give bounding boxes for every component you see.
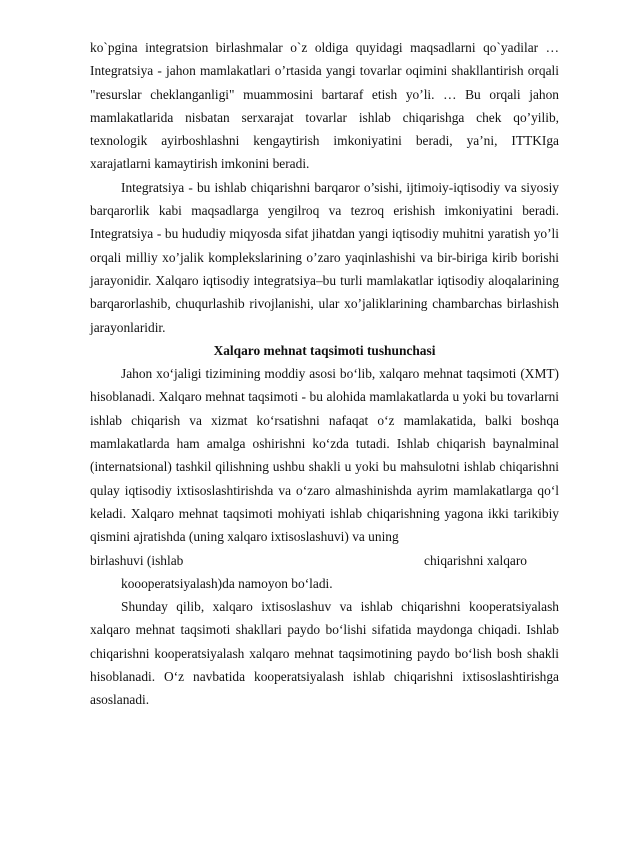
- split-line-left: birlashuvi (ishlab: [90, 552, 184, 568]
- paragraph-integration-goals: ko`pgina integratsion birlashmalar o`z oldiga quyidagi maqsadlarni qo`yadilar … Integratsiya - jahon mamlakatlari o’rtasida yangi tovarlar oqimini shakllantirish orqali "resurslar cheklanganligi" muammosini bartaraf etish yo’li. … Bu orqali jahon mamlakatlarida nisbatan serxarajat tovarlar ishlab chiqarishga chek qo’yilib, texnologik ayirboshlashni kengaytirish imkoniyatini beradi, ya’ni, ITTKIga xarajatlarni kamaytirish imkonini beradi.: [90, 40, 559, 172]
- split-line-right: chiqarishni xalqaro: [424, 552, 527, 568]
- document-page: [90, 36, 559, 712]
- section-heading: Xalqaro mehnat taqsimoti tushunchasi: [213, 342, 436, 358]
- paragraph-xmt-definition: Jahon xo‘jaligi tizimining moddiy asosi bo‘lib, xalqaro mehnat taqsimoti (XMT) hisoblanadi. Xalqaro mehnat taqsimoti - bu alohida mamlakatlarda u yoki bu tovarlarni ishlab chiqarish va xizmat ko‘rsatishni nafaqat o‘z mamlakatida, balki boshqa mamlakatlarda ham amalga oshirishni ko‘zda tutadi. Ishlab chiqarish baynalminal (internatsional) tashkil qilishning ushbu shakli u yoki bu mahsulotni ishlab chiqarishni qulay iqtisodiy ixtisoslashtirishda va o‘zaro almashinishda ayrim mamlakatlarga qo‘l keladi. Xalqaro mehnat taqsimoti mohiyati ishlab chiqarishning yagona ikki tarikibiy qismini ajratishda (uning xalqaro ixtisoslashuvi) va uning: [90, 366, 559, 545]
- paragraph-split-line: [90, 549, 559, 572]
- paragraph-specialization: Shunday qilib, xalqaro ixtisoslashuv va ishlab chiqarishni kooperatsiyalash xalqaro mehnat taqsimoti shakllari paydo bo‘lishi sifatida maydonga chiqadi. Ishlab chiqarishni kooperatsiyalash xalqaro mehnat taqsimotining paydo bo‘lish bosh shakli hisoblanadi. O‘z navbatida kooperatsiyalash ishlab chiqarishni ixtisoslashtirishga asoslanadi.: [90, 599, 559, 708]
- paragraph-continuation: koooperatsiyalash)da namoyon bo‘ladi.: [121, 575, 333, 591]
- paragraph-integration-definition: Integratsiya - bu ishlab chiqarishni barqaror o’sishi, ijtimoiy-iqtisodiy va siyosiy barqarorlik kabi maqsadlarga yengilroq va tezroq erishish imkoniyatini beradi. Integratsiya - bu hududiy miqyosda sifat jihatdan yangi iqtisodiy muhitni yaratish yo’li orqali milliy xo’jalik komplekslarining o’zaro yaqinlashishi va bir-biriga kirib borishi jarayonidir. Xalqaro iqtisodiy integratsiya–bu turli mamlakatlar iqtisodiy aloqalarining barqarorlashib, chuqurlashib rivojlanishi, ular xo’jaliklarining chambarchas birlashish jarayonlaridir.: [90, 179, 559, 335]
